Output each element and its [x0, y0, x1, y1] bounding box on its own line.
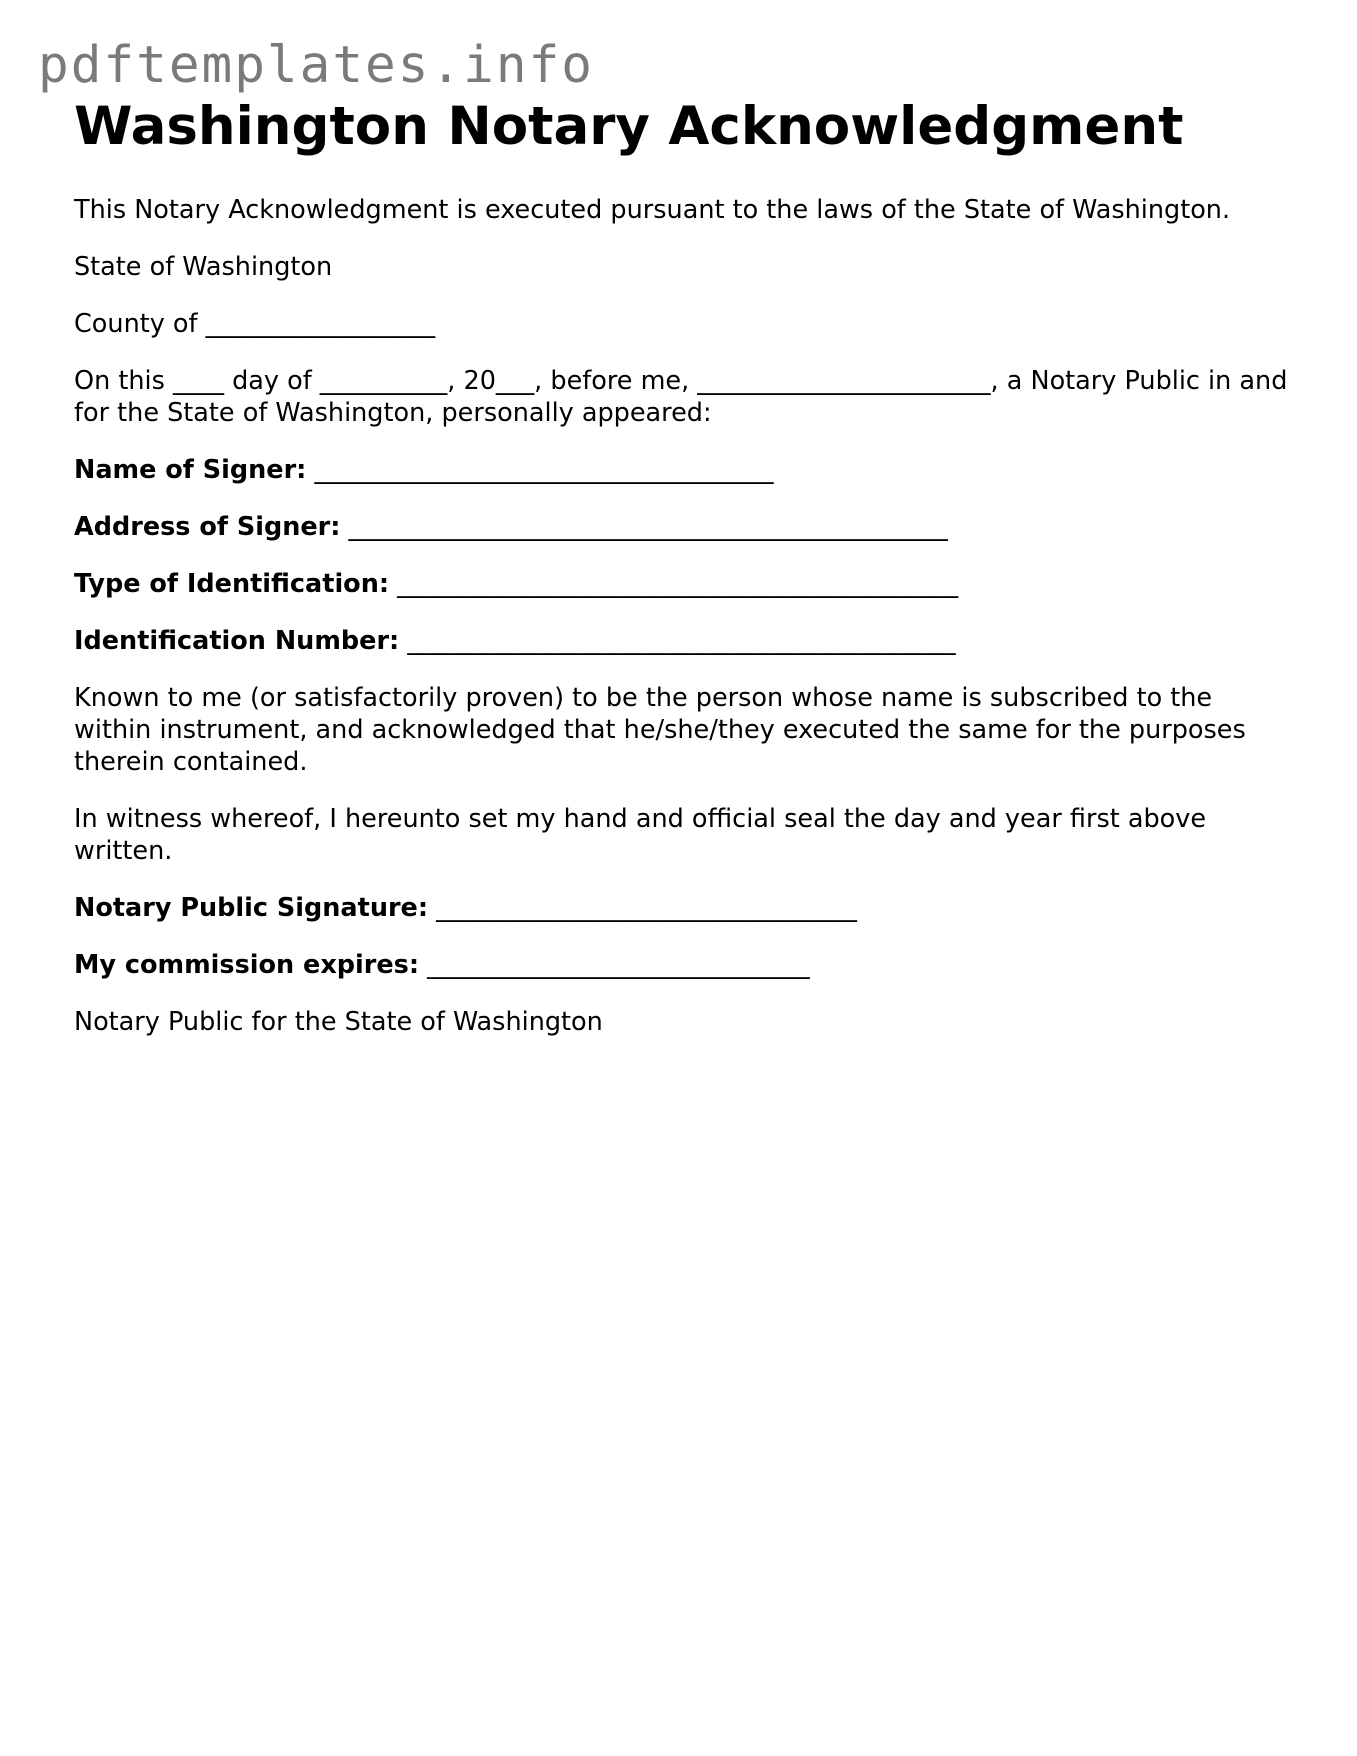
- document-title: Washington Notary Acknowledgment: [74, 96, 1184, 157]
- id-type-label: Type of Identification:: [74, 569, 390, 599]
- commission-blank: ______________________________: [427, 950, 810, 980]
- witness-paragraph: In witness whereof, I hereunto set my hand and official seal the day and year first above written.: [74, 804, 1207, 866]
- id-number-label: Identification Number:: [74, 626, 400, 656]
- signer-name-field: [74, 454, 1294, 486]
- document-page: [74, 92, 1294, 1038]
- known-paragraph: Known to me (or satisfactorily proven) to be the person whose name is subscribed to the within instrument, and acknowledged that he/she/they executed the same for the purposes therein contained.: [74, 683, 1246, 777]
- commission-field: [74, 949, 1294, 981]
- signer-name-label: Name of Signer:: [74, 455, 307, 485]
- notary-signature-field: [74, 892, 1294, 924]
- state-line: State of Washington: [74, 252, 333, 282]
- id-number-blank: ___________________________________________: [407, 626, 956, 656]
- commission-label: My commission expires:: [74, 950, 420, 980]
- watermark-logo: pdftemplates.info: [38, 36, 594, 95]
- footer-line: Notary Public for the State of Washington: [74, 1007, 603, 1037]
- id-number-field: [74, 625, 1294, 657]
- signer-address-label: Address of Signer:: [74, 512, 341, 542]
- id-type-field: [74, 568, 1294, 600]
- id-type-blank: ____________________________________________: [397, 569, 959, 599]
- county-line: County of __________________: [74, 309, 436, 339]
- signer-name-blank: ____________________________________: [314, 455, 774, 485]
- intro-paragraph: This Notary Acknowledgment is executed pursuant to the laws of the State of Washington.: [74, 195, 1231, 225]
- signer-address-blank: _______________________________________________: [348, 512, 948, 542]
- signer-address-field: [74, 511, 1294, 543]
- appearance-paragraph: On this ____ day of __________, 20___, before me, _______________________, a Notary Public in and for the State of Washington, personally appeared:: [74, 366, 1288, 428]
- notary-signature-label: Notary Public Signature:: [74, 893, 429, 923]
- notary-signature-blank: _________________________________: [436, 893, 857, 923]
